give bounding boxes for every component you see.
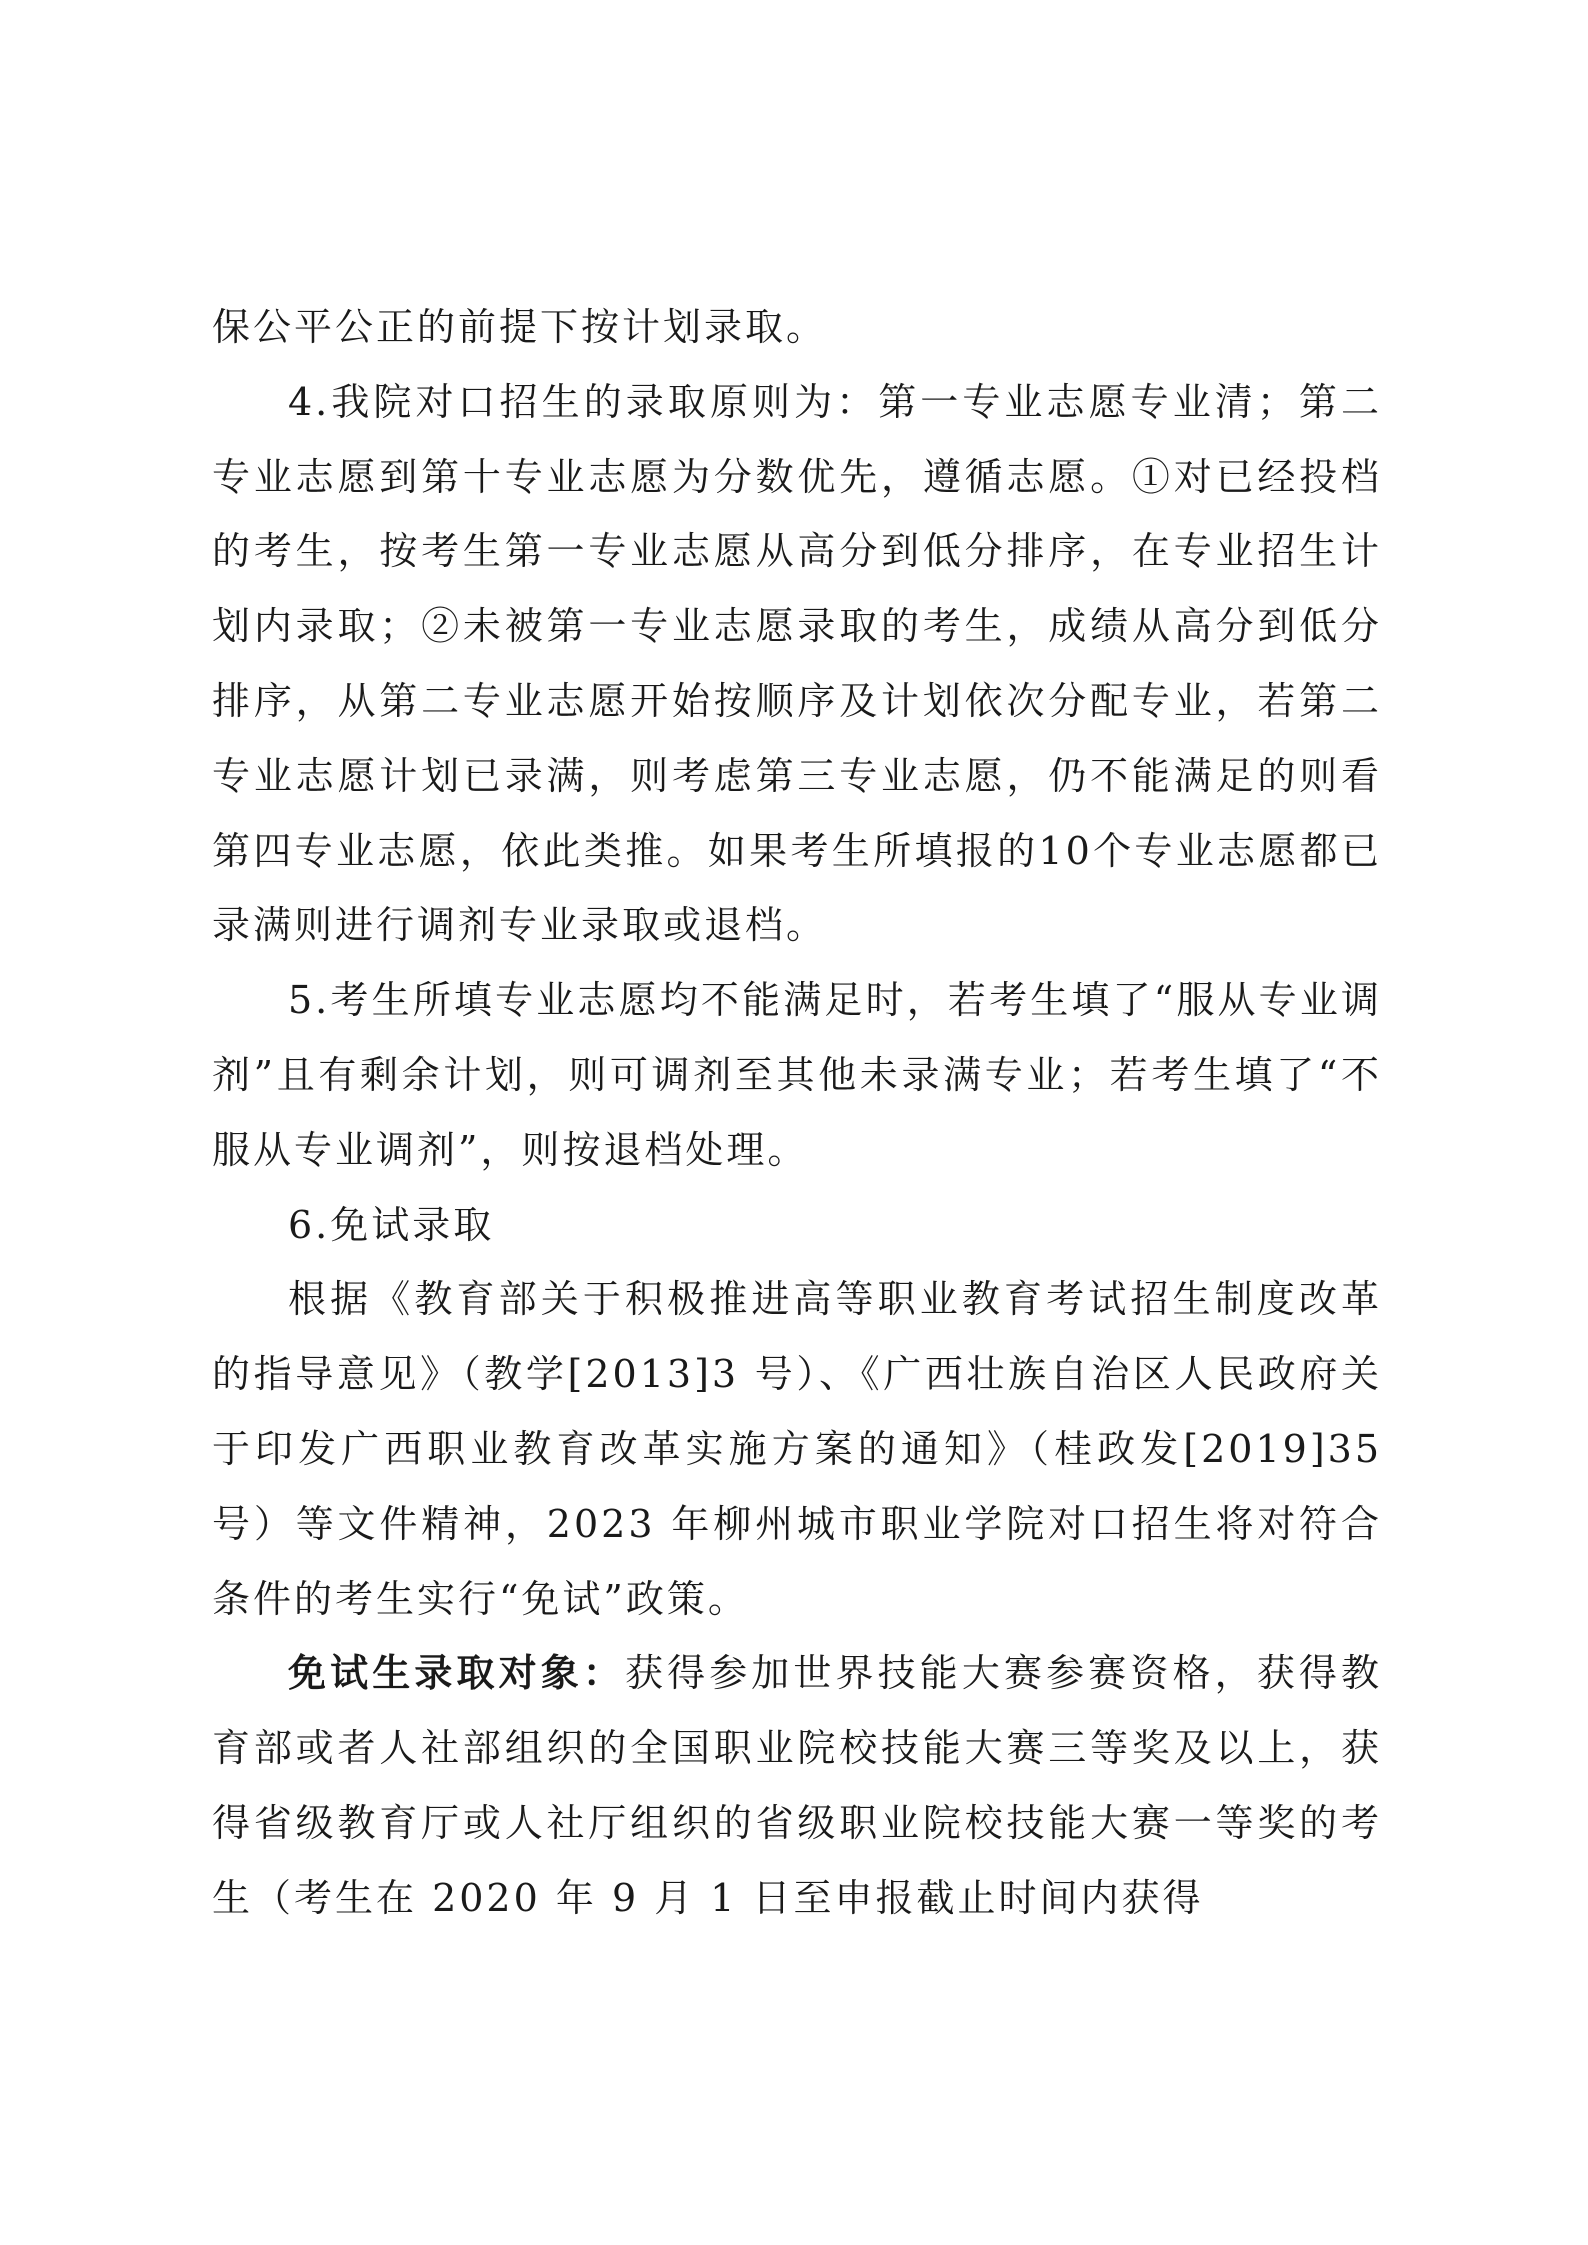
document-body bbox=[212, 290, 1382, 1936]
exemption-targets-text: 获得参加世界技能大赛参赛资格，获得教育部或者人社部组织的全国职业院校技能大赛三等奖及以上，获得省级教育厅或人社厅组织的省级职业院校技能大赛一等奖的考生（考生在 2020 年 9 月 1 日至申报截止时间内获得 bbox=[212, 1651, 1382, 1920]
paragraph-policy-basis: 根据《教育部关于积极推进高等职业教育考试招生制度改革的指导意见》（教学[2013]3 号）、《广西壮族自治区人民政府关于印发广西职业教育改革实施方案的通知》（桂政发[2019]35 号）等文件精神，2023 年柳州城市职业学院对口招生将对符合条件的考生实行“免试”政策。 bbox=[212, 1277, 1382, 1621]
paragraph-exemption-heading: 6.免试录取 bbox=[288, 1202, 495, 1247]
paragraph-admission-principle: 4.我院对口招生的录取原则为：第一专业志愿专业清；第二专业志愿到第十专业志愿为分数优先，遵循志愿。①对已经投档的考生，按考生第一专业志愿从高分到低分排序，在专业招生计划内录取；②未被第一专业志愿录取的考生，成绩从高分到低分排序，从第二专业志愿开始按顺序及计划依次分配专业，若第二专业志愿计划已录满，则考虑第三专业志愿，仍不能满足的则看第四专业志愿，依此类推。如果考生所填报的10个专业志愿都已录满则进行调剂专业录取或退档。 bbox=[212, 379, 1382, 948]
paragraph-adjustment-rule: 5.考生所填专业志愿均不能满足时，若考生填了“服从专业调剂”且有剩余计划，则可调剂至其他未录满专业；若考生填了“不服从专业调剂”，则按退档处理。 bbox=[212, 978, 1382, 1172]
paragraph-continuation: 保公平公正的前提下按计划录取。 bbox=[212, 305, 828, 349]
paragraph-exemption-targets bbox=[212, 1636, 1382, 1935]
exemption-targets-label: 免试生录取对象： bbox=[288, 1650, 625, 1696]
